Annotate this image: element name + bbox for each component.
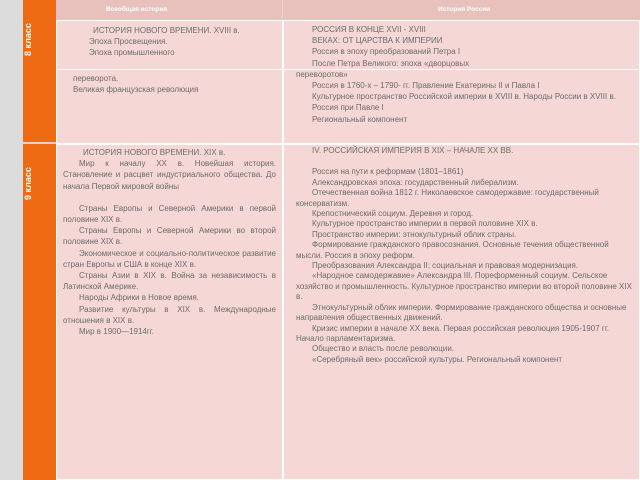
row2-right-item: «Серебряный век» российской культуры. Региональный компонент [312,354,562,364]
row1-right-item: Россия в эпоху преобразований Петра I [312,47,461,57]
row1-right-title2: ВЕКАХ: ОТ ЦАРСТВА К ИМПЕРИИ [312,36,443,46]
row2-right-item: «Народное самодержавие» Александра III. Пореформенный социум. Сельское хозяйство и промышленность. Культурное пространство империи во второй половине XIX в. [296,271,632,302]
row2-left-item: Народы Африки в Новое время. [79,293,199,303]
row2-right-item: Кризис империи в начале XX века. Первая российская революция 1905-1907 гг. Начало парламентаризма. [296,323,609,343]
row2-left-item: Развитие культуры в XIX в. Международные отношения в XIX в. [63,304,276,325]
row2-right-item: Преобразования Александра II: социальная и правовая модернизация. [312,261,579,271]
header-col2-label: История России [438,6,491,13]
class-9-label: 9 класс [23,167,33,201]
row2-right-item: Общество и власть после революции. [312,344,455,354]
row2-right-item: Крепостнический социум. Деревня и город. [312,209,474,219]
row2-right-item: Этнокультурный облик империи. Формирование гражданского общества и основные направления общественных движений. [296,302,627,323]
row2-left-item: Экономическое и социально-политическое развитие стран Европы и США в конце XIX в. [63,248,276,269]
row1-right-item: Культурное пространство Российской империи в XVIII в. Народы России в XVIII в. [312,92,616,102]
row1-right-item: переворотов» [296,69,348,79]
row2-right-item: Отечественная война 1812 г. Николаевское самодержавие: государственный консерватизм. [296,188,599,208]
row1-right-cell [283,20,640,144]
row1-left-item: Великая французская революция [73,84,199,94]
row2-left-item: Мир в 1900—1914гг. [79,327,154,337]
row2-left-item: Страны Европы и Северной Америки во второй половине XIX в. [63,226,276,247]
row1-left-item: Эпоха промышленного [89,48,175,58]
header-col2 [283,0,640,20]
row1-right-item: Россия при Павле I [312,103,384,113]
row2-left-cell [56,144,283,480]
class-8-label: 8 класс [23,23,33,57]
row2-right-item: Культурное пространство империи в первой половине XIX в. [312,219,538,229]
row1-left-item: Эпоха Просвещения. [89,37,168,47]
row2-right-item: Пространство империи: этнокультурный облик страны. [312,229,517,239]
row2-right-cell [283,144,640,480]
class-9-band [23,144,56,480]
row2-left-item: Страны Азии в XIX в. Война за независимость в Латинской Америке. [63,271,276,292]
row2-right-item: Россия на пути к реформам (1801–1861) [312,167,464,177]
row2-left-title: ИСТОРИЯ НОВОГО ВРЕМЕНИ. XIX в. [83,148,226,157]
row1-right-item: Россия в 1760-х – 1790- гг. Правление Екатерины II и Павла I [312,81,540,91]
row1-left-cell [56,20,283,144]
row2-right-item: Формирование гражданского правосознания. Основные течения общественной мысли. Россия в эпоху реформ. [296,240,609,260]
header-col1-label: Всеобщая история [106,6,168,13]
class-8-band [23,0,56,142]
row1-left-item: переворота. [73,73,119,83]
header-col1 [56,0,282,20]
row2-right-item: Александровская эпоха: государственный либерализм. [312,177,519,187]
row1-right-item: Региональный компонент [312,114,408,124]
row2-right-title: IV. РОССИЙСКАЯ ИМПЕРИЯ В XIX – НАЧАЛЕ XX ВВ. [312,146,514,155]
row2-left-item: Мир к началу XX в. Новейшая история. Становление и расцвет индустриального общества. До начала Первой мировой войны [63,159,276,191]
row2-left-item: Страны Европы и Северной Америки в первой половине XIX в. [63,203,276,225]
row1-right-title: РОССИЯ В КОНЦЕ XVII - XVIII [312,25,426,34]
row1-inner-divider [56,69,640,70]
row1-right-item: После Петра Великого: эпоха «дворцовых [312,58,470,68]
row1-left-title: ИСТОРИЯ НОВОГО ВРЕМЕНИ. XVIII в. [93,26,240,35]
